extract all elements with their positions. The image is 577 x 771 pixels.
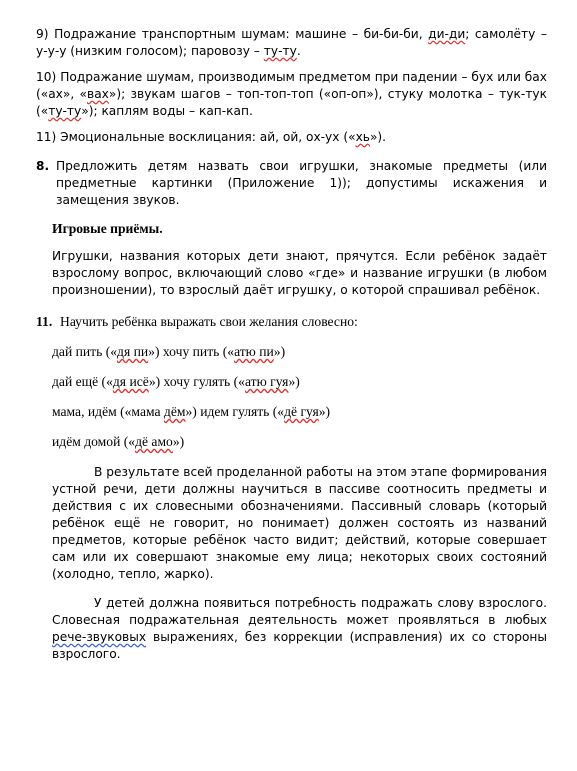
phrase-1-text-2: ») хочу пить («	[148, 344, 235, 359]
list-item-9	[36, 26, 547, 60]
phrase-2	[52, 371, 547, 392]
list-item-10	[36, 69, 547, 120]
phrase-4-child: дё амо	[135, 434, 173, 449]
summary-2-text-2: выражениях, без коррекции (исправления) их со стороны взрослого.	[52, 630, 547, 661]
point-11-number: 11.	[36, 314, 53, 329]
item-10-text-3: »); каплям воды – кап-кап.	[81, 104, 253, 118]
summary-2-text: У детей должна появиться потребность подражать слову взрослого. Словесная подражательная деятельность может проявляться в любых	[52, 596, 547, 627]
phrase-2-text-3: »)	[288, 374, 300, 389]
item-10-text: 10) Подражание шумам, производимым предметом при падении – бух или бах («ах», «	[36, 70, 547, 101]
phrase-1-child: дя пи	[117, 344, 149, 359]
phrase-3-text: мама, идём («мама	[52, 404, 164, 419]
phrase-4	[52, 431, 547, 452]
item-10-text-2: »); звукам шагов – топ-топ-топ («оп-оп»), стуку молотка – тук-тук («	[36, 87, 547, 118]
phrase-1-text-3: »)	[273, 344, 286, 359]
summary-paragraph-1: В результате всей проделанной работы на этом этапе формирования устной речи, дети должны научиться в пассиве соотносить предметы и действия с их словесными обозначениями. Пассивный словарь (который ребёнок ещё не говорит, но понимает) должен состоять из названий предметов, которые ребёнок часто видит; действий, которые совершает сам или их совершают знакомые ему лица; некоторых своих состояний (холодно, тепло, жарко).	[52, 465, 547, 581]
phrase-4-text: идём домой («	[52, 434, 136, 449]
phrase-4-text-2: »)	[172, 434, 185, 449]
item-9-text-3: .	[296, 44, 301, 58]
phrase-2-text-2: ») хочу гулять («	[148, 374, 245, 389]
point-8	[36, 158, 547, 209]
item-10-misspelled: вах	[87, 87, 109, 101]
item-9-misspelled-2: ту-ту	[263, 44, 297, 58]
point-11	[36, 311, 547, 332]
point-8-text: Предложить детям назвать свои игрушки, знакомые предметы (или предметные картинки (Приложение 1)); допустимы искажения и замещения звуков.	[56, 159, 547, 207]
item-11-text-2: »).	[369, 130, 387, 144]
point-8-number: 8.	[36, 159, 50, 173]
games-heading: Игровые приёмы.	[52, 221, 163, 236]
phrase-2-child-2: атю гуя	[244, 374, 289, 389]
phrase-2-child: дя исё	[112, 374, 149, 389]
summary-paragraph-2	[36, 595, 547, 663]
item-10-misspelled-2: ту-ту	[48, 104, 82, 118]
games-text: Игрушки, названия которых дети знают, прячутся. Если ребёнок задаёт взрослому вопрос, включающий слово «где» и название игрушки (в любом произношении), то взрослый даёт игрушку, о которой спрашивал ребёнок.	[52, 249, 547, 297]
summary-2-grammar-mark: рече-звуковых	[52, 630, 147, 644]
point-11-text: Научить ребёнка выражать свои желания словесно:	[60, 314, 358, 329]
phrase-1-child-2: атю пи	[234, 344, 274, 359]
item-11-text: 11) Эмоциональные восклицания: ай, ой, ох-ух («	[36, 130, 356, 144]
phrase-3	[52, 401, 547, 422]
item-9-misspelled: ди-ди	[428, 27, 466, 41]
phrase-2-text: дай ещё («	[52, 374, 113, 389]
item-11-misspelled: хь	[355, 130, 370, 144]
phrase-1-text: дай пить («	[52, 344, 118, 359]
item-9-text: 9) Подражание транспортным шумам: машине – би-би-би,	[36, 27, 429, 41]
item-9-text-2: ; самолёту – у-у-у (низким голосом); паровозу –	[36, 27, 547, 58]
phrase-3-text-3: »)	[318, 404, 331, 419]
phrase-3-child: дём	[163, 404, 186, 419]
phrase-3-text-2: ») идем гулять («	[185, 404, 285, 419]
phrase-3-child-2: дё гуя	[284, 404, 319, 419]
list-item-11	[36, 129, 547, 146]
phrase-1	[52, 341, 547, 362]
